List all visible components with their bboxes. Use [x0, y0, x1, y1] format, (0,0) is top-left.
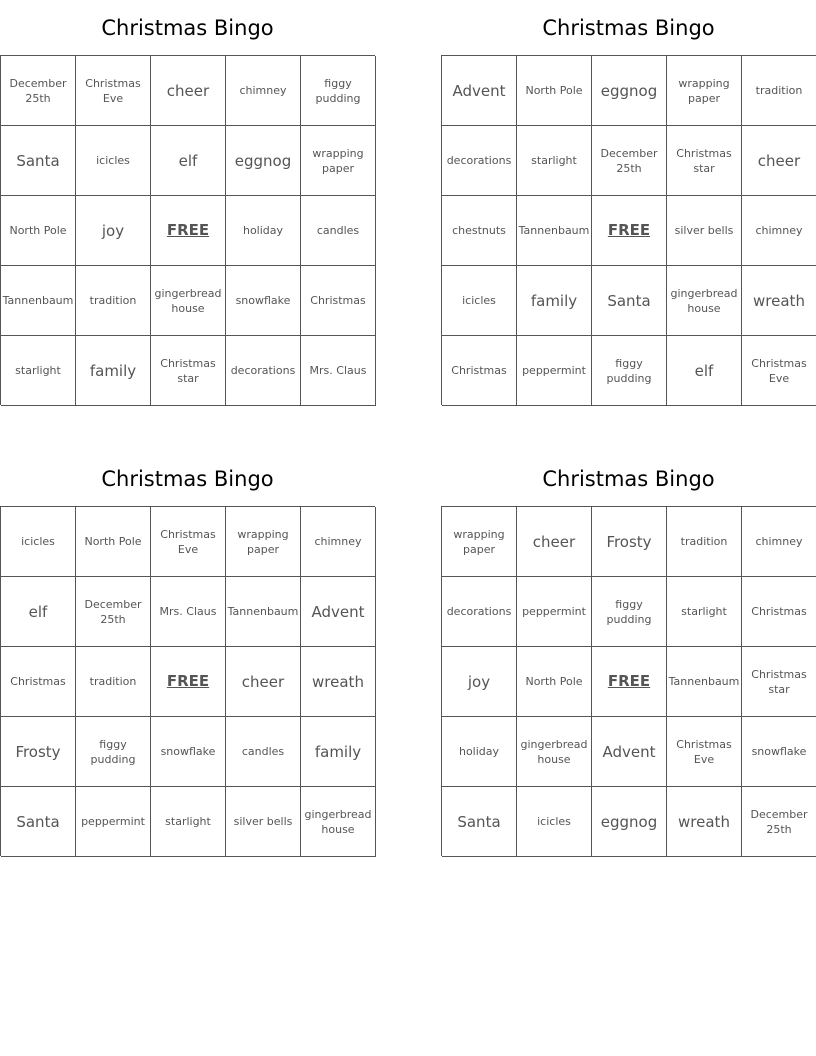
- bingo-cell: Mrs. Claus: [151, 577, 226, 647]
- bingo-cell: Christmas: [1, 647, 76, 717]
- bingo-cell: December 25th: [592, 126, 667, 196]
- bingo-cell: wrapping paper: [667, 56, 742, 126]
- bingo-cell: December 25th: [76, 577, 151, 647]
- bingo-cell: figgy pudding: [592, 577, 667, 647]
- bingo-cell: Advent: [592, 717, 667, 787]
- bingo-cell: gingerbread house: [301, 787, 376, 857]
- bingo-cell: Advent: [442, 56, 517, 126]
- bingo-cell: Frosty: [1, 717, 76, 787]
- bingo-cell: tradition: [76, 266, 151, 336]
- bingo-grid: [0, 55, 375, 405]
- bingo-grid: [441, 506, 816, 856]
- bingo-cell: decorations: [442, 126, 517, 196]
- bingo-cell: Christmas Eve: [742, 336, 816, 406]
- bingo-cell: snowflake: [742, 717, 816, 787]
- bingo-cell: family: [517, 266, 592, 336]
- bingo-cell: holiday: [442, 717, 517, 787]
- bingo-cell: Santa: [1, 787, 76, 857]
- bingo-cell: North Pole: [517, 647, 592, 717]
- bingo-cell: Tannenbaum: [1, 266, 76, 336]
- bingo-cell: peppermint: [517, 336, 592, 406]
- free-space: FREE: [592, 647, 667, 717]
- bingo-cell: elf: [667, 336, 742, 406]
- bingo-cell: Santa: [1, 126, 76, 196]
- bingo-cell: cheer: [226, 647, 301, 717]
- bingo-cell: starlight: [517, 126, 592, 196]
- bingo-cell: December 25th: [1, 56, 76, 126]
- free-space: FREE: [592, 196, 667, 266]
- bingo-cell: family: [76, 336, 151, 406]
- bingo-cell: candles: [226, 717, 301, 787]
- bingo-cell: chimney: [226, 56, 301, 126]
- bingo-cell: eggnog: [592, 787, 667, 857]
- bingo-grid: [441, 55, 816, 405]
- bingo-cell: wrapping paper: [442, 507, 517, 577]
- bingo-cell: starlight: [1, 336, 76, 406]
- bingo-cell: peppermint: [517, 577, 592, 647]
- bingo-cell: cheer: [742, 126, 816, 196]
- bingo-cell: chimney: [742, 507, 816, 577]
- bingo-cell: North Pole: [517, 56, 592, 126]
- bingo-cell: tradition: [742, 56, 816, 126]
- bingo-cell: elf: [1, 577, 76, 647]
- bingo-cell: snowflake: [226, 266, 301, 336]
- bingo-cell: icicles: [1, 507, 76, 577]
- bingo-cell: gingerbread house: [151, 266, 226, 336]
- bingo-cell: chimney: [742, 196, 816, 266]
- bingo-cell: Mrs. Claus: [301, 336, 376, 406]
- bingo-card-3: [0, 451, 375, 856]
- bingo-cell: silver bells: [226, 787, 301, 857]
- bingo-cell: Tannenbaum: [667, 647, 742, 717]
- card-title: Christmas Bingo: [542, 16, 715, 40]
- bingo-cell: chestnuts: [442, 196, 517, 266]
- bingo-cell: figgy pudding: [301, 56, 376, 126]
- card-title: Christmas Bingo: [101, 467, 274, 491]
- bingo-cell: North Pole: [76, 507, 151, 577]
- bingo-cell: Christmas Eve: [151, 507, 226, 577]
- bingo-cell: December 25th: [742, 787, 816, 857]
- bingo-card-2: [441, 0, 816, 405]
- bingo-cell: tradition: [667, 507, 742, 577]
- bingo-cell: Christmas: [742, 577, 816, 647]
- bingo-cell: wreath: [667, 787, 742, 857]
- bingo-card-1: [0, 0, 375, 405]
- bingo-cell: eggnog: [226, 126, 301, 196]
- bingo-cell: Christmas: [442, 336, 517, 406]
- bingo-cell: Christmas star: [667, 126, 742, 196]
- bingo-cell: decorations: [226, 336, 301, 406]
- bingo-cell: gingerbread house: [667, 266, 742, 336]
- bingo-cell: Christmas Eve: [667, 717, 742, 787]
- bingo-cell: wrapping paper: [226, 507, 301, 577]
- bingo-cell: Santa: [592, 266, 667, 336]
- bingo-cell: starlight: [151, 787, 226, 857]
- bingo-cell: figgy pudding: [592, 336, 667, 406]
- bingo-cell: eggnog: [592, 56, 667, 126]
- bingo-cell: Tannenbaum: [517, 196, 592, 266]
- bingo-cell: wreath: [742, 266, 816, 336]
- bingo-cell: Christmas: [301, 266, 376, 336]
- bingo-cell: Frosty: [592, 507, 667, 577]
- bingo-cell: Advent: [301, 577, 376, 647]
- bingo-cell: Christmas Eve: [76, 56, 151, 126]
- bingo-cell: family: [301, 717, 376, 787]
- bingo-cell: icicles: [442, 266, 517, 336]
- bingo-cell: silver bells: [667, 196, 742, 266]
- bingo-cell: Christmas star: [742, 647, 816, 717]
- bingo-cell: icicles: [76, 126, 151, 196]
- bingo-cell: joy: [442, 647, 517, 717]
- bingo-cell: cheer: [151, 56, 226, 126]
- free-space: FREE: [151, 647, 226, 717]
- bingo-cell: peppermint: [76, 787, 151, 857]
- card-title: Christmas Bingo: [542, 467, 715, 491]
- bingo-cell: cheer: [517, 507, 592, 577]
- card-title: Christmas Bingo: [101, 16, 274, 40]
- bingo-cell: Christmas star: [151, 336, 226, 406]
- bingo-cell: North Pole: [1, 196, 76, 266]
- bingo-cell: Santa: [442, 787, 517, 857]
- bingo-cell: icicles: [517, 787, 592, 857]
- bingo-cell: gingerbread house: [517, 717, 592, 787]
- bingo-cell: candles: [301, 196, 376, 266]
- free-space: FREE: [151, 196, 226, 266]
- bingo-cell: joy: [76, 196, 151, 266]
- bingo-cell: tradition: [76, 647, 151, 717]
- bingo-cell: wreath: [301, 647, 376, 717]
- bingo-cell: Tannenbaum: [226, 577, 301, 647]
- bingo-card-4: [441, 451, 816, 856]
- bingo-cell: wrapping paper: [301, 126, 376, 196]
- bingo-grid: [0, 506, 375, 856]
- bingo-cell: holiday: [226, 196, 301, 266]
- bingo-cell: figgy pudding: [76, 717, 151, 787]
- bingo-cell: decorations: [442, 577, 517, 647]
- bingo-cell: snowflake: [151, 717, 226, 787]
- bingo-cell: elf: [151, 126, 226, 196]
- bingo-cell: chimney: [301, 507, 376, 577]
- bingo-cell: starlight: [667, 577, 742, 647]
